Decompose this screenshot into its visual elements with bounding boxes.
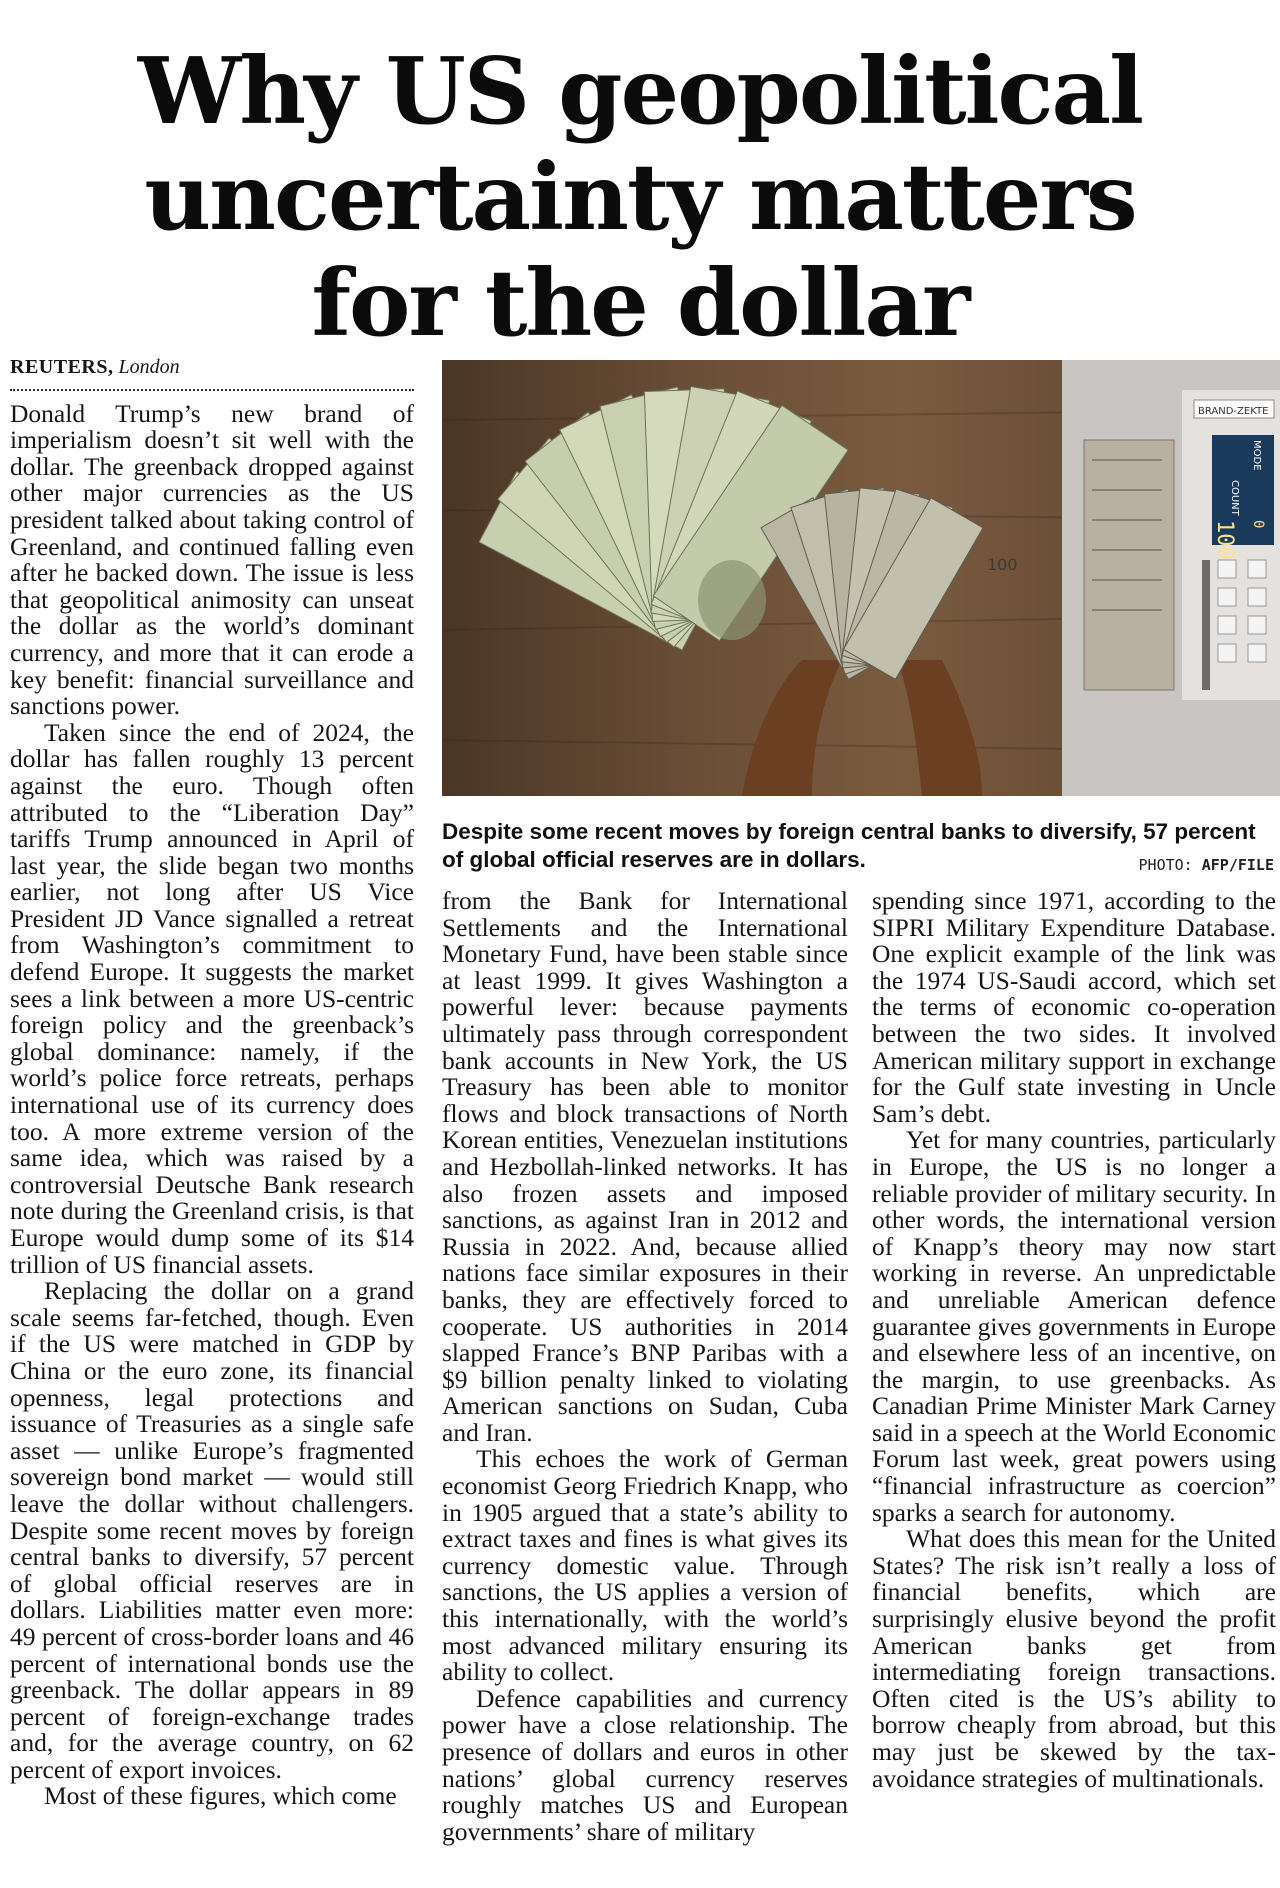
photo-credit-label: PHOTO: [1138, 856, 1193, 874]
article-column-3 [872, 888, 1276, 1792]
note-value-label: 100 [987, 555, 1018, 574]
rupee-notes-in-hands [742, 488, 1018, 796]
byline-agency: REUTERS, [10, 356, 114, 378]
article-photo [442, 360, 1280, 796]
photo-credit-source: AFP/FILE [1201, 856, 1274, 874]
headline [0, 38, 1280, 356]
article-column-2 [442, 888, 848, 1845]
paragraph: Replacing the dollar on a grand scale seems far-fetched, though. Even if the US were matched in GDP by China or the euro zone, its financial openness, legal protections and issuance of Treasuries as a single safe asset — unlike Europe’s fragmented sovereign bond market — would still leave the dollar without challengers. Despite some recent moves by foreign central banks to diversify, 57 percent of global official reserves are in dollars. Liabilities matter even more: 49 percent of cross-border loans and 46 percent of international bonds use the greenback. The dollar appears in 89 percent of foreign-exchange trades and, for the average country, on 62 percent of export invoices. [10, 1276, 414, 1784]
counter-count-label: COUNT [1229, 480, 1240, 516]
byline [10, 354, 414, 391]
paragraph: from the Bank for International Settlements and the International Monetary Fund, have been stable since at least 1999. It gives Washington a powerful lever: because payments ultimately pass through correspondent bank accounts in New York, the US Treasury has been able to monitor flows and block transactions of North Korean entities, Venezuelan institutions and Hezbollah-linked networks. It has also frozen assets and imposed sanctions, as against Iran in 2012 and Russia in 2022. And, because allied nations face similar exposures in their banks, they are effectively forced to cooperate. US authorities in 2014 slapped France’s BNP Paribas with a $9 billion penalty linked to violating American sanctions on Sudan, Cuba and Iran. [442, 886, 848, 1447]
headline-line-3: for the dollar [311, 249, 969, 357]
paragraph: Yet for many countries, particularly in Europe, the US is no longer a reliable provider of military security. In other words, the international version of Knapp’s theory may now start working in reverse. An unpredictable and unreliable American defence guarantee gives governments in Europe and elsewhere less of an incentive, on the margin, to use greenbacks. As Canadian Prime Minister Mark Carney said in a speech at the World Economic Forum last week, great powers using “financial infrastructure as coercion” sparks a search for autonomy. [872, 1125, 1276, 1527]
counter-mode-label: MODE [1251, 440, 1262, 471]
photo-credit [1139, 856, 1274, 874]
paragraph: This echoes the work of German economist Georg Friedrich Knapp, who in 1905 argued that a state’s ability to extract taxes and fines is what gives its currency domestic value. Through sanctions, the US applies a version of this internationally, with the world’s most advanced military ensuring its ability to collect. [442, 1444, 848, 1687]
paragraph: spending since 1971, according to the SIPRI Military Expenditure Database. One explicit example of the link was the 1974 US-Saudi accord, which set the terms of economic co-operation between the two sides. It involved American military support in exchange for the Gulf state investing in Uncle Sam’s debt. [872, 886, 1276, 1128]
counter-display: 100 [1212, 520, 1237, 560]
paragraph: Defence capabilities and currency power have a close relationship. The presence of dollars and euros in other nations’ global currency reserves roughly matches US and European governments’ share of military [442, 1683, 848, 1846]
paragraph: Most of these figures, which come [44, 1781, 397, 1811]
headline-line-1: Why US geopolitical [137, 37, 1143, 145]
note-counting-machine [1062, 360, 1280, 796]
counter-aux: 0 [1250, 520, 1266, 529]
currency-photo-illustration [442, 360, 1280, 796]
byline-location: London [118, 356, 180, 378]
counter-brand: BRAND-ZEKTE [1198, 406, 1269, 417]
article-column-1 [10, 354, 414, 1810]
photo-caption: Despite some recent moves by foreign central banks to diversify, 57 percent of global official reserves are in dollars. [442, 819, 1256, 872]
paragraph: Taken since the end of 2024, the dollar has fallen roughly 13 percent against the euro. Though often attributed to the “Liberation Day” tariffs Trump announced in April of last year, the slide began two months earlier, not long after US Vice President JD Vance signalled a retreat from Washington’s commitment to defend Europe. It suggests the market sees a link between a more US-centric foreign policy and the greenback’s global dominance: namely, if the world’s police force retreats, perhaps international use of its currency does too. A more extreme version of the same idea, which was raised by a controversial Deutsche Bank research note during the Greenland crisis, is that Europe would dump some of its $14 trillion of US financial assets. [10, 717, 414, 1279]
paragraph: What does this mean for the United States? The risk isn’t really a loss of financial benefits, which are surprisingly elusive beyond the profit American banks get from intermediating foreign transactions. Often cited is the US’s ability to borrow cheaply from abroad, but this may just be skewed by the tax-avoidance strategies of multinationals. [872, 1524, 1276, 1793]
headline-line-2: uncertainty matters [144, 143, 1136, 251]
paragraph: Donald Trump’s new brand of imperialism doesn’t sit well with the dollar. The greenback dropped against other major currencies as the US president talked about taking control of Greenland, and continued falling even after he backed down. The issue is less that geopolitical animosity can unseat the dollar as the world’s dominant currency, and more that it can erode a key benefit: financial surveillance and sanctions power. [10, 398, 414, 721]
